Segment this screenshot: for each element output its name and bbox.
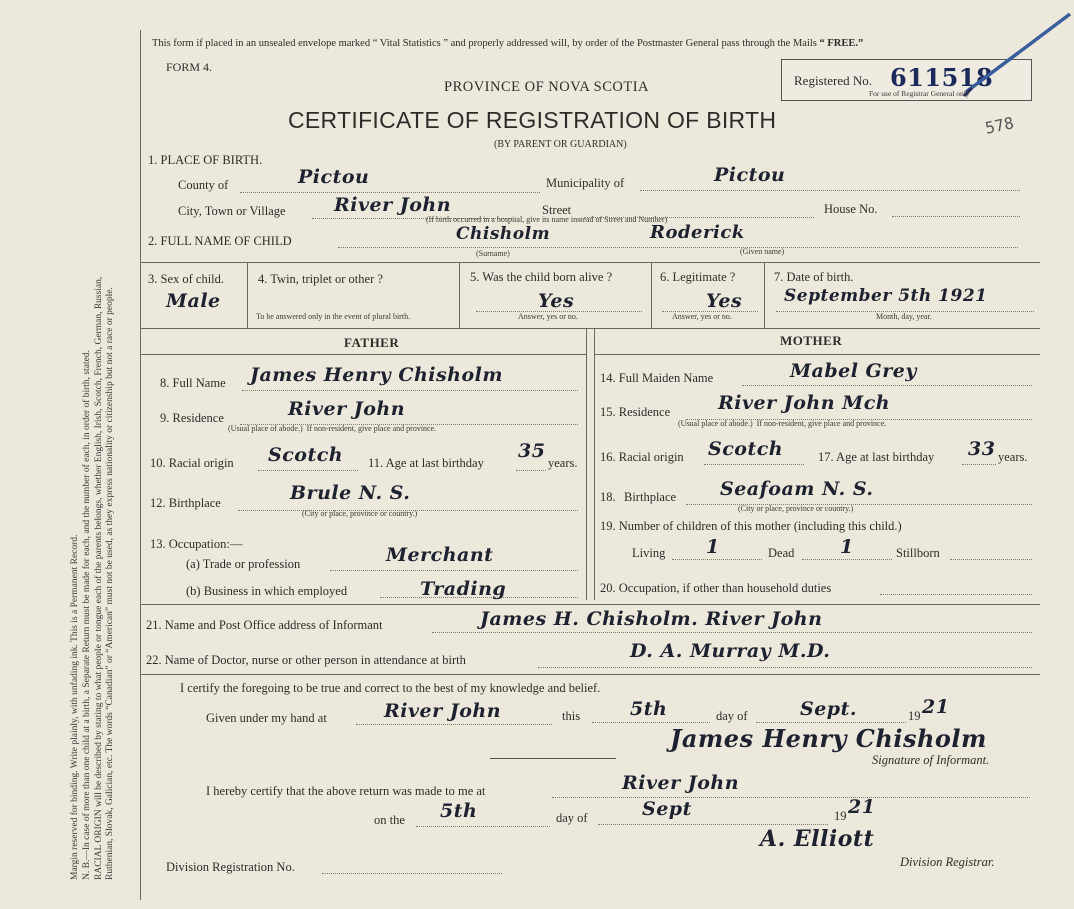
mother-residence-caption: (Usual place of abode.) If non-resident, give place and province. bbox=[678, 419, 887, 428]
mother-name-value: Mabel Grey bbox=[790, 360, 917, 382]
given-year-value: 21 bbox=[922, 696, 950, 718]
given-dayof-label: day of bbox=[716, 709, 748, 723]
living-value: 1 bbox=[706, 536, 720, 558]
house-label: House No. bbox=[824, 202, 878, 216]
legitimate-caption: Answer, yes or no. bbox=[672, 312, 732, 321]
municipality-value: Pictou bbox=[714, 164, 786, 186]
side-instructions bbox=[70, 20, 117, 880]
twin-label: 4. Twin, triplet or other ? bbox=[258, 272, 383, 286]
city-label: City, Town or Village bbox=[178, 204, 286, 218]
trade-label: (a) Trade or profession bbox=[186, 557, 301, 571]
mother-race-label: 16. Racial origin bbox=[600, 450, 684, 464]
child-given-value: Roderick bbox=[650, 222, 745, 243]
province-heading: PROVINCE OF NOVA SCOTIA bbox=[444, 79, 649, 95]
business-value: Trading bbox=[420, 578, 507, 600]
child-surname-value: Chisholm bbox=[456, 224, 551, 244]
twin-note: To be answered only in the event of plural birth. bbox=[256, 312, 411, 321]
father-age-years: years. bbox=[548, 456, 578, 470]
father-residence-label: 9. Residence bbox=[160, 411, 224, 425]
given-month-value: Sept. bbox=[800, 698, 857, 720]
doctor-value: D. A. Murray M.D. bbox=[630, 640, 831, 662]
registered-note: For use of Registrar General only bbox=[869, 89, 970, 98]
street-label: Street bbox=[542, 203, 572, 217]
father-race-label: 10. Racial origin bbox=[150, 456, 234, 470]
county-label: County of bbox=[178, 178, 229, 192]
given-year-prefix: 19 bbox=[908, 709, 921, 723]
stamp-mark: 578 bbox=[983, 113, 1016, 138]
given-day-value: 5th bbox=[630, 698, 668, 720]
father-age-label: 11. Age at last birthday bbox=[368, 456, 484, 470]
father-birthplace-label: 12. Birthplace bbox=[150, 496, 221, 510]
doctor-label: 22. Name of Doctor, nurse or other person in attendance at birth bbox=[146, 653, 466, 667]
mail-notice: This form if placed in an unsealed envelope marked “ Vital Statistics ” and properly addressed will, by order of the Postmaster General pass through the Mails “ FREE.” bbox=[152, 38, 864, 49]
informant-signature: James Henry Chisholm bbox=[670, 724, 987, 753]
certify-statement: I certify the foregoing to be true and correct to the best of my knowledge and belief. bbox=[180, 681, 601, 695]
dead-label: Dead bbox=[768, 546, 795, 560]
birth-date-value: September 5th 1921 bbox=[784, 286, 988, 306]
mother-age-years: years. bbox=[998, 450, 1028, 464]
informant-value: James H. Chisholm. River John bbox=[480, 608, 823, 630]
born-alive-value: Yes bbox=[538, 290, 575, 312]
division-registration-label: Division Registration No. bbox=[166, 860, 295, 874]
check-mark-icon bbox=[960, 10, 1074, 100]
mother-birthplace-value: Seafoam N. S. bbox=[720, 478, 874, 500]
father-name-label: 8. Full Name bbox=[160, 376, 226, 390]
informant-signature-caption: Signature of Informant. bbox=[872, 753, 990, 767]
given-caption: (Given name) bbox=[740, 247, 785, 256]
father-name-value: James Henry Chisholm bbox=[250, 364, 503, 386]
registrar-dayof-label: day of bbox=[556, 811, 588, 825]
city-value: River John bbox=[334, 194, 452, 216]
registrar-year-prefix: 19 bbox=[834, 809, 847, 823]
surname-caption: (Surname) bbox=[476, 249, 510, 258]
mother-heading: MOTHER bbox=[780, 333, 843, 348]
side-note-line: Ruthenian, Slovak, Galician, etc. The words “Canadian” or “American” must not be used, as they express nationality or citizenship but not a race or people. bbox=[105, 287, 116, 880]
father-birthplace-value: Brule N. S. bbox=[290, 482, 411, 504]
side-note-line: RACIAL ORIGIN will be described by stating to what people or tongue each of the parents belongs, whether English, Irish, Scotch, French, German, Russian, bbox=[93, 276, 104, 880]
division-registrar-caption: Division Registrar. bbox=[900, 855, 995, 869]
place-of-birth-heading: 1. PLACE OF BIRTH. bbox=[148, 153, 263, 167]
registered-label: Registered No. bbox=[794, 73, 872, 88]
registrar-signature: A. Elliott bbox=[760, 826, 875, 852]
mother-residence-value: River John Mch bbox=[718, 392, 891, 414]
mother-birthplace-num: 18. bbox=[600, 490, 616, 504]
business-label: (b) Business in which employed bbox=[186, 584, 348, 598]
father-residence-caption: (Usual place of abode.) If non-resident, give place and province. bbox=[228, 424, 437, 433]
county-value: Pictou bbox=[298, 166, 370, 188]
mother-name-label: 14. Full Maiden Name bbox=[600, 371, 714, 385]
sex-value: Male bbox=[166, 290, 221, 312]
mother-birthplace-caption: (City or place, province or country.) bbox=[738, 504, 854, 513]
registrar-month-value: Sept bbox=[642, 798, 692, 820]
father-birthplace-caption: (City or place, province or country.) bbox=[302, 509, 418, 518]
certificate-title: CERTIFICATE OF REGISTRATION OF BIRTH bbox=[288, 107, 777, 133]
side-note-line: N. B.—In case of more than one child at a birth, a Separate Return must be made for each, and the number of each, in order of birth, stated. bbox=[81, 350, 92, 880]
mother-race-value: Scotch bbox=[708, 438, 784, 460]
child-name-label: 2. FULL NAME OF CHILD bbox=[148, 234, 292, 248]
father-race-value: Scotch bbox=[268, 444, 344, 466]
father-occupation-label: 13. Occupation:— bbox=[150, 537, 243, 551]
dead-value: 1 bbox=[840, 536, 854, 558]
street-note: (If birth occurred in a hospital, give its name instead of Street and Number) bbox=[426, 215, 668, 224]
registrar-on-label: on the bbox=[374, 813, 405, 827]
children-count-label: 19. Number of children of this mother (including this child.) bbox=[600, 519, 902, 533]
registrar-return-label: I hereby certify that the above return was made to me at bbox=[206, 784, 486, 798]
father-age-value: 35 bbox=[518, 440, 546, 462]
binding-margin-line bbox=[140, 30, 141, 900]
birth-date-caption: Month, day, year. bbox=[876, 312, 932, 321]
father-heading: FATHER bbox=[344, 335, 400, 350]
mother-birthplace-label: Birthplace bbox=[624, 490, 677, 504]
given-place-value: River John bbox=[384, 700, 502, 722]
birth-date-label: 7. Date of birth. bbox=[774, 270, 854, 284]
registrar-year-value: 21 bbox=[848, 796, 876, 818]
born-alive-caption: Answer, yes or no. bbox=[518, 312, 578, 321]
mother-age-label: 17. Age at last birthday bbox=[818, 450, 935, 464]
mother-residence-label: 15. Residence bbox=[600, 405, 671, 419]
registered-value: 611518 bbox=[890, 63, 994, 92]
born-alive-label: 5. Was the child born alive ? bbox=[470, 270, 613, 284]
mother-age-value: 33 bbox=[968, 438, 996, 460]
form-number: FORM 4. bbox=[166, 60, 213, 74]
legitimate-label: 6. Legitimate ? bbox=[660, 270, 736, 284]
given-under-hand-label: Given under my hand at bbox=[206, 711, 327, 725]
sex-label: 3. Sex of child. bbox=[148, 272, 225, 286]
registrar-day-value: 5th bbox=[440, 800, 478, 822]
trade-value: Merchant bbox=[386, 544, 494, 566]
father-residence-value: River John bbox=[288, 398, 406, 420]
certificate-subtitle: (BY PARENT OR GUARDIAN) bbox=[494, 139, 627, 150]
registrar-place-value: River John bbox=[622, 772, 740, 794]
mother-occupation-label: 20. Occupation, if other than household duties bbox=[600, 581, 832, 595]
living-label: Living bbox=[632, 546, 666, 560]
side-note-line: Margin reserved for binding. Write plainly, with unfading ink. This is a Permanent Record. bbox=[70, 534, 80, 880]
municipality-label: Municipality of bbox=[546, 176, 625, 190]
informant-label: 21. Name and Post Office address of Informant bbox=[146, 618, 383, 632]
stillborn-label: Stillborn bbox=[896, 546, 940, 560]
legitimate-value: Yes bbox=[706, 290, 743, 312]
this-label: this bbox=[562, 709, 581, 723]
